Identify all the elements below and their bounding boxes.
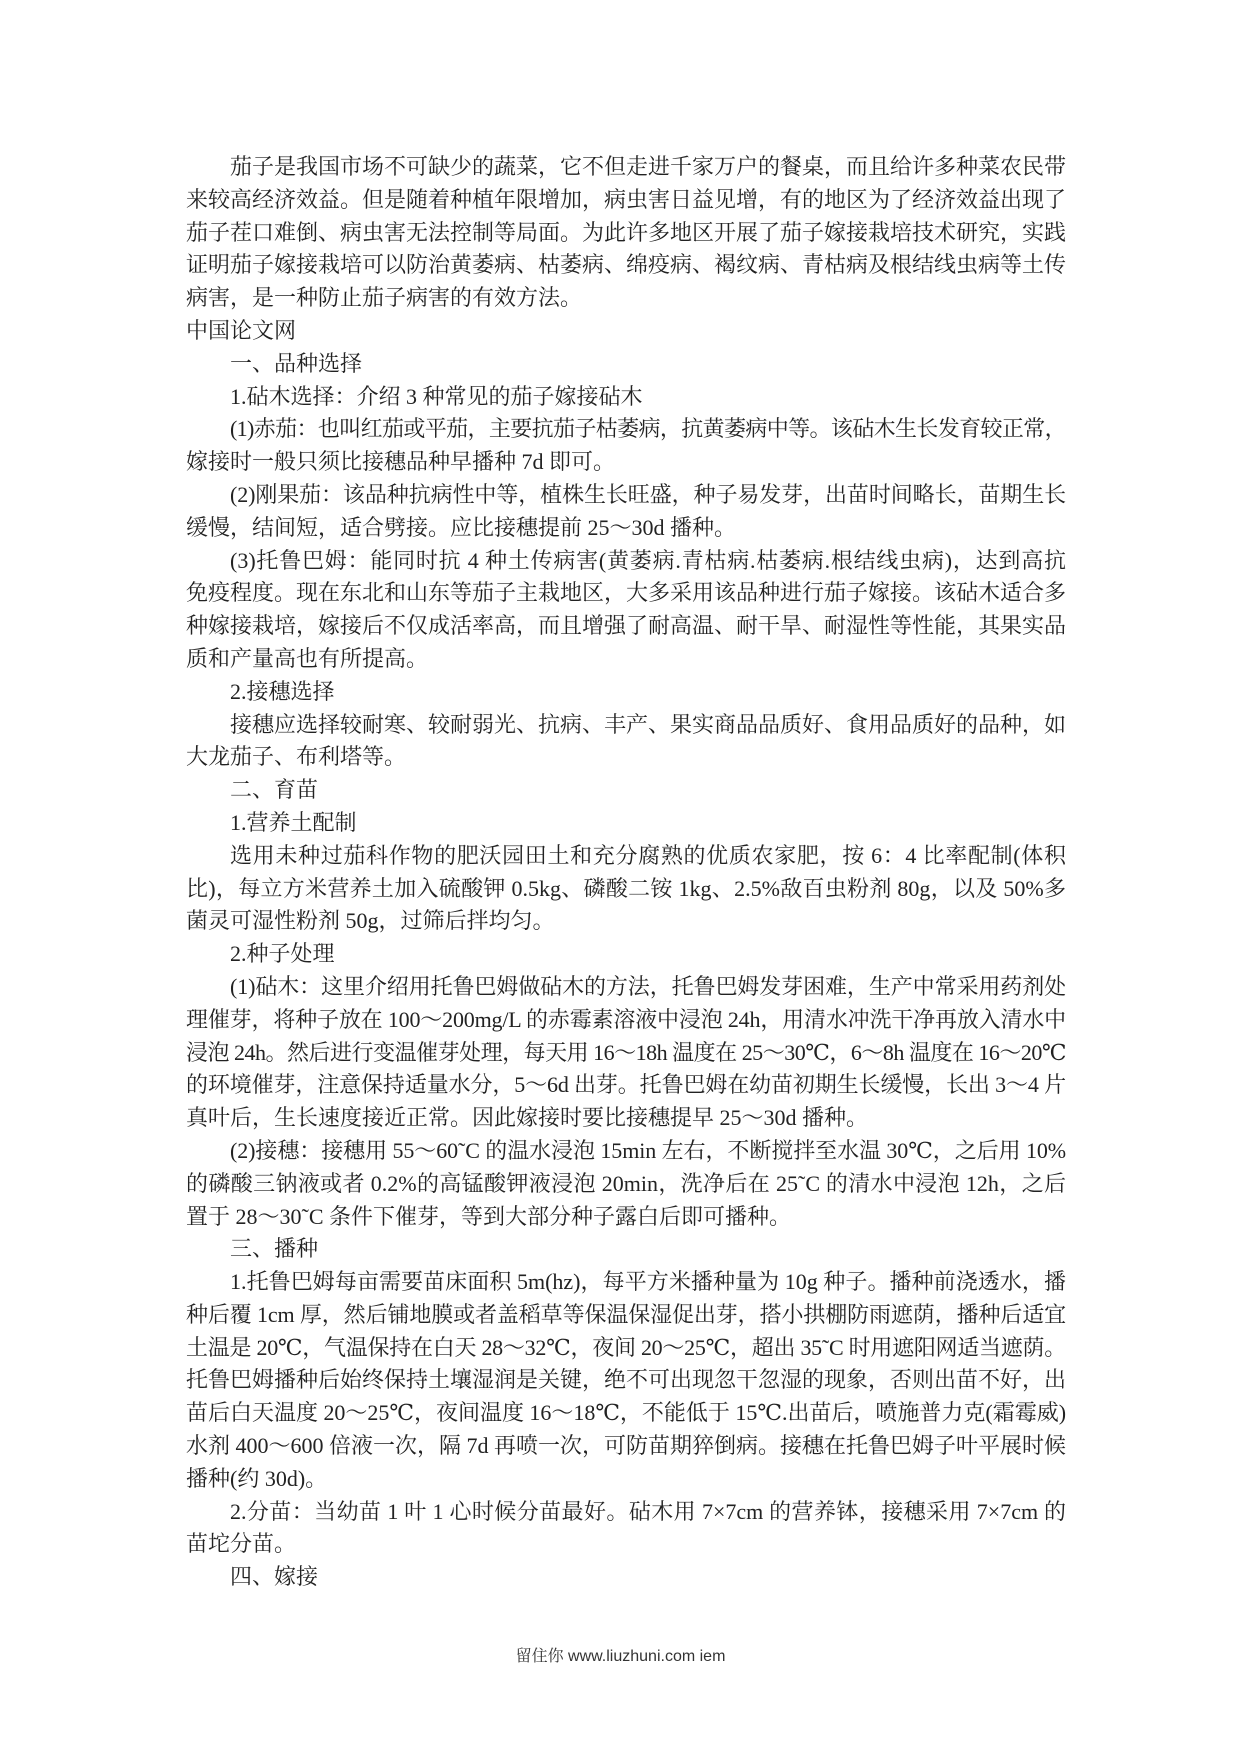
paragraph bbox=[186, 840, 1066, 938]
text-line: (2)接穗：接穗用 55～60˜C 的温水浸泡 15min 左右，不断搅拌至水温 30℃，之后用 10% bbox=[230, 1137, 1066, 1163]
text-line: 病害，是一种防止茄子病害的有效方法。 bbox=[186, 285, 583, 311]
footer-watermark: 留住你 www.liuzhuni.com iem bbox=[515, 1648, 726, 1665]
subsection-heading: 2.接穗选择 bbox=[230, 678, 335, 704]
section-heading: 二、育苗 bbox=[230, 777, 319, 803]
paragraph bbox=[186, 709, 1066, 775]
text-line: 真叶后，生长速度接近正常。因此嫁接时要比接穗提早 25～30d 播种。 bbox=[186, 1105, 869, 1131]
text-line: 播种(约 30d)。 bbox=[186, 1465, 328, 1491]
text-line: 大龙茄子、布利塔等。 bbox=[186, 744, 407, 770]
subsection-heading: 1.砧木选择：介绍 3 种常见的茄子嫁接砧木 bbox=[230, 383, 643, 409]
text-line: 水剂 400～600 倍液一次，隔 7d 再喷一次，可防苗期猝倒病。接穗在托鲁巴姆子叶平展时候 bbox=[186, 1433, 1067, 1459]
text-line: 种嫁接栽培，嫁接后不仅成活率高，而且增强了耐高温、耐干旱、耐湿性等性能，其果实品 bbox=[186, 613, 1067, 639]
text-line: 土温是 20℃，气温保持在白天 28～32℃，夜间 20～25℃，超出 35˜C 时用遮阳网适当遮荫。 bbox=[186, 1334, 1066, 1360]
text-line: 接穗应选择较耐寒、较耐弱光、抗病、丰产、果实商品品质好、食用品质好的品种，如 bbox=[230, 711, 1067, 737]
text-line: (1)砧木：这里介绍用托鲁巴姆做砧木的方法，托鲁巴姆发芽困难，生产中常采用药剂处 bbox=[230, 973, 1066, 999]
text-line: 2.分苗：当幼苗 1 叶 1 心时候分苗最好。砧木用 7×7cm 的营养钵，接穗采用 7×7cm 的 bbox=[230, 1498, 1066, 1524]
paragraph bbox=[186, 1135, 1066, 1233]
paragraph bbox=[186, 413, 1066, 479]
text-line: 比)，每立方米营养土加入硫酸钾 0.5kg、磷酸二铵 1kg、2.5%敌百虫粉剂 80g，以及 50%多 bbox=[186, 875, 1066, 901]
intro-paragraph bbox=[186, 151, 1066, 315]
text-line: 种后覆 1cm 厚，然后铺地膜或者盖稻草等保温保湿促出芽，搭小拱棚防雨遮荫，播种后适宜 bbox=[186, 1301, 1066, 1327]
text-line: (2)刚果茄：该品种抗病性中等，植株生长旺盛，种子易发芽，出苗时间略长，苗期生长 bbox=[230, 481, 1066, 507]
section-heading: 三、播种 bbox=[230, 1236, 319, 1262]
text-line: 缓慢，结间短，适合劈接。应比接穗提前 25～30d 播种。 bbox=[186, 514, 737, 540]
paragraph bbox=[186, 971, 1066, 1135]
text-line: 选用未种过茄科作物的肥沃园田土和充分腐熟的优质农家肥，按 6：4 比率配制(体积 bbox=[230, 842, 1066, 868]
text-line: (3)托鲁巴姆：能同时抗 4 种土传病害(黄萎病.青枯病.枯萎病.根结线虫病)，达到高抗 bbox=[230, 547, 1066, 573]
text-line: 来较高经济效益。但是随着种植年限增加，病虫害日益见增，有的地区为了经济效益出现了 bbox=[186, 186, 1067, 212]
text-line: (1)赤茄：也叫红茄或平茄，主要抗茄子枯萎病，抗黄萎病中等。该砧木生长发育较正常， bbox=[230, 416, 1066, 442]
text-line: 的环境催芽，注意保持适量水分，5～6d 出芽。托鲁巴姆在幼苗初期生长缓慢，长出 3～4 片 bbox=[186, 1072, 1066, 1098]
text-line: 质和产量高也有所提高。 bbox=[186, 645, 429, 671]
paragraph bbox=[186, 479, 1066, 545]
text-line: 理催芽，将种子放在 100～200mg/L 的赤霉素溶液中浸泡 24h，用清水冲洗干净再放入清水中 bbox=[186, 1006, 1066, 1032]
text-line: 苗后白天温度 20～25℃，夜间温度 16～18℃，不能低于 15℃.出苗后，喷施普力克(霜霉威) bbox=[186, 1400, 1066, 1426]
text-line: 苗坨分苗。 bbox=[186, 1531, 297, 1557]
source-label: 中国论文网 bbox=[186, 317, 297, 343]
text-line: 菌灵可湿性粉剂 50g，过筛后拌均匀。 bbox=[186, 908, 555, 934]
text-line: 置于 28～30˜C 条件下催芽，等到大部分种子露白后即可播种。 bbox=[186, 1203, 792, 1229]
text-line: 浸泡 24h。然后进行变温催芽处理，每天用 16～18h 温度在 25～30℃，6～8h 温度在 16～20℃ bbox=[186, 1039, 1066, 1065]
text-line: 托鲁巴姆播种后始终保持土壤湿润是关键，绝不可出现忽干忽湿的现象，否则出苗不好，出 bbox=[186, 1367, 1067, 1393]
text-line: 茄子茬口难倒、病虫害无法控制等局面。为此许多地区开展了茄子嫁接栽培技术研究，实践 bbox=[186, 219, 1067, 245]
article-body bbox=[186, 151, 1066, 1594]
text-line: 茄子是我国市场不可缺少的蔬菜，它不但走进千家万户的餐桌，而且给许多种菜农民带 bbox=[230, 154, 1067, 179]
subsection-heading: 2.种子处理 bbox=[230, 941, 335, 967]
paragraph bbox=[186, 1496, 1066, 1562]
text-line: 免疫程度。现在东北和山东等茄子主栽地区，大多采用该品种进行茄子嫁接。该砧木适合多 bbox=[186, 580, 1067, 606]
paragraph bbox=[186, 1266, 1066, 1496]
subsection-heading: 1.营养土配制 bbox=[230, 809, 357, 835]
text-line: 嫁接时一般只须比接穗品种早播种 7d 即可。 bbox=[186, 449, 616, 475]
section-heading: 一、品种选择 bbox=[230, 350, 363, 376]
section-heading: 四、嫁接 bbox=[230, 1564, 319, 1590]
paragraph bbox=[186, 545, 1066, 676]
text-line: 的磷酸三钠液或者 0.2%的高锰酸钾液浸泡 20min，洗净后在 25˜C 的清水中浸泡 12h，之后 bbox=[186, 1170, 1066, 1196]
text-line: 1.托鲁巴姆每亩需要苗床面积 5m(hz)，每平方米播种量为 10g 种子。播种前浇透水，播 bbox=[230, 1269, 1066, 1295]
text-line: 证明茄子嫁接栽培可以防治黄萎病、枯萎病、绵疫病、褐纹病、青枯病及根结线虫病等土传 bbox=[186, 252, 1067, 278]
